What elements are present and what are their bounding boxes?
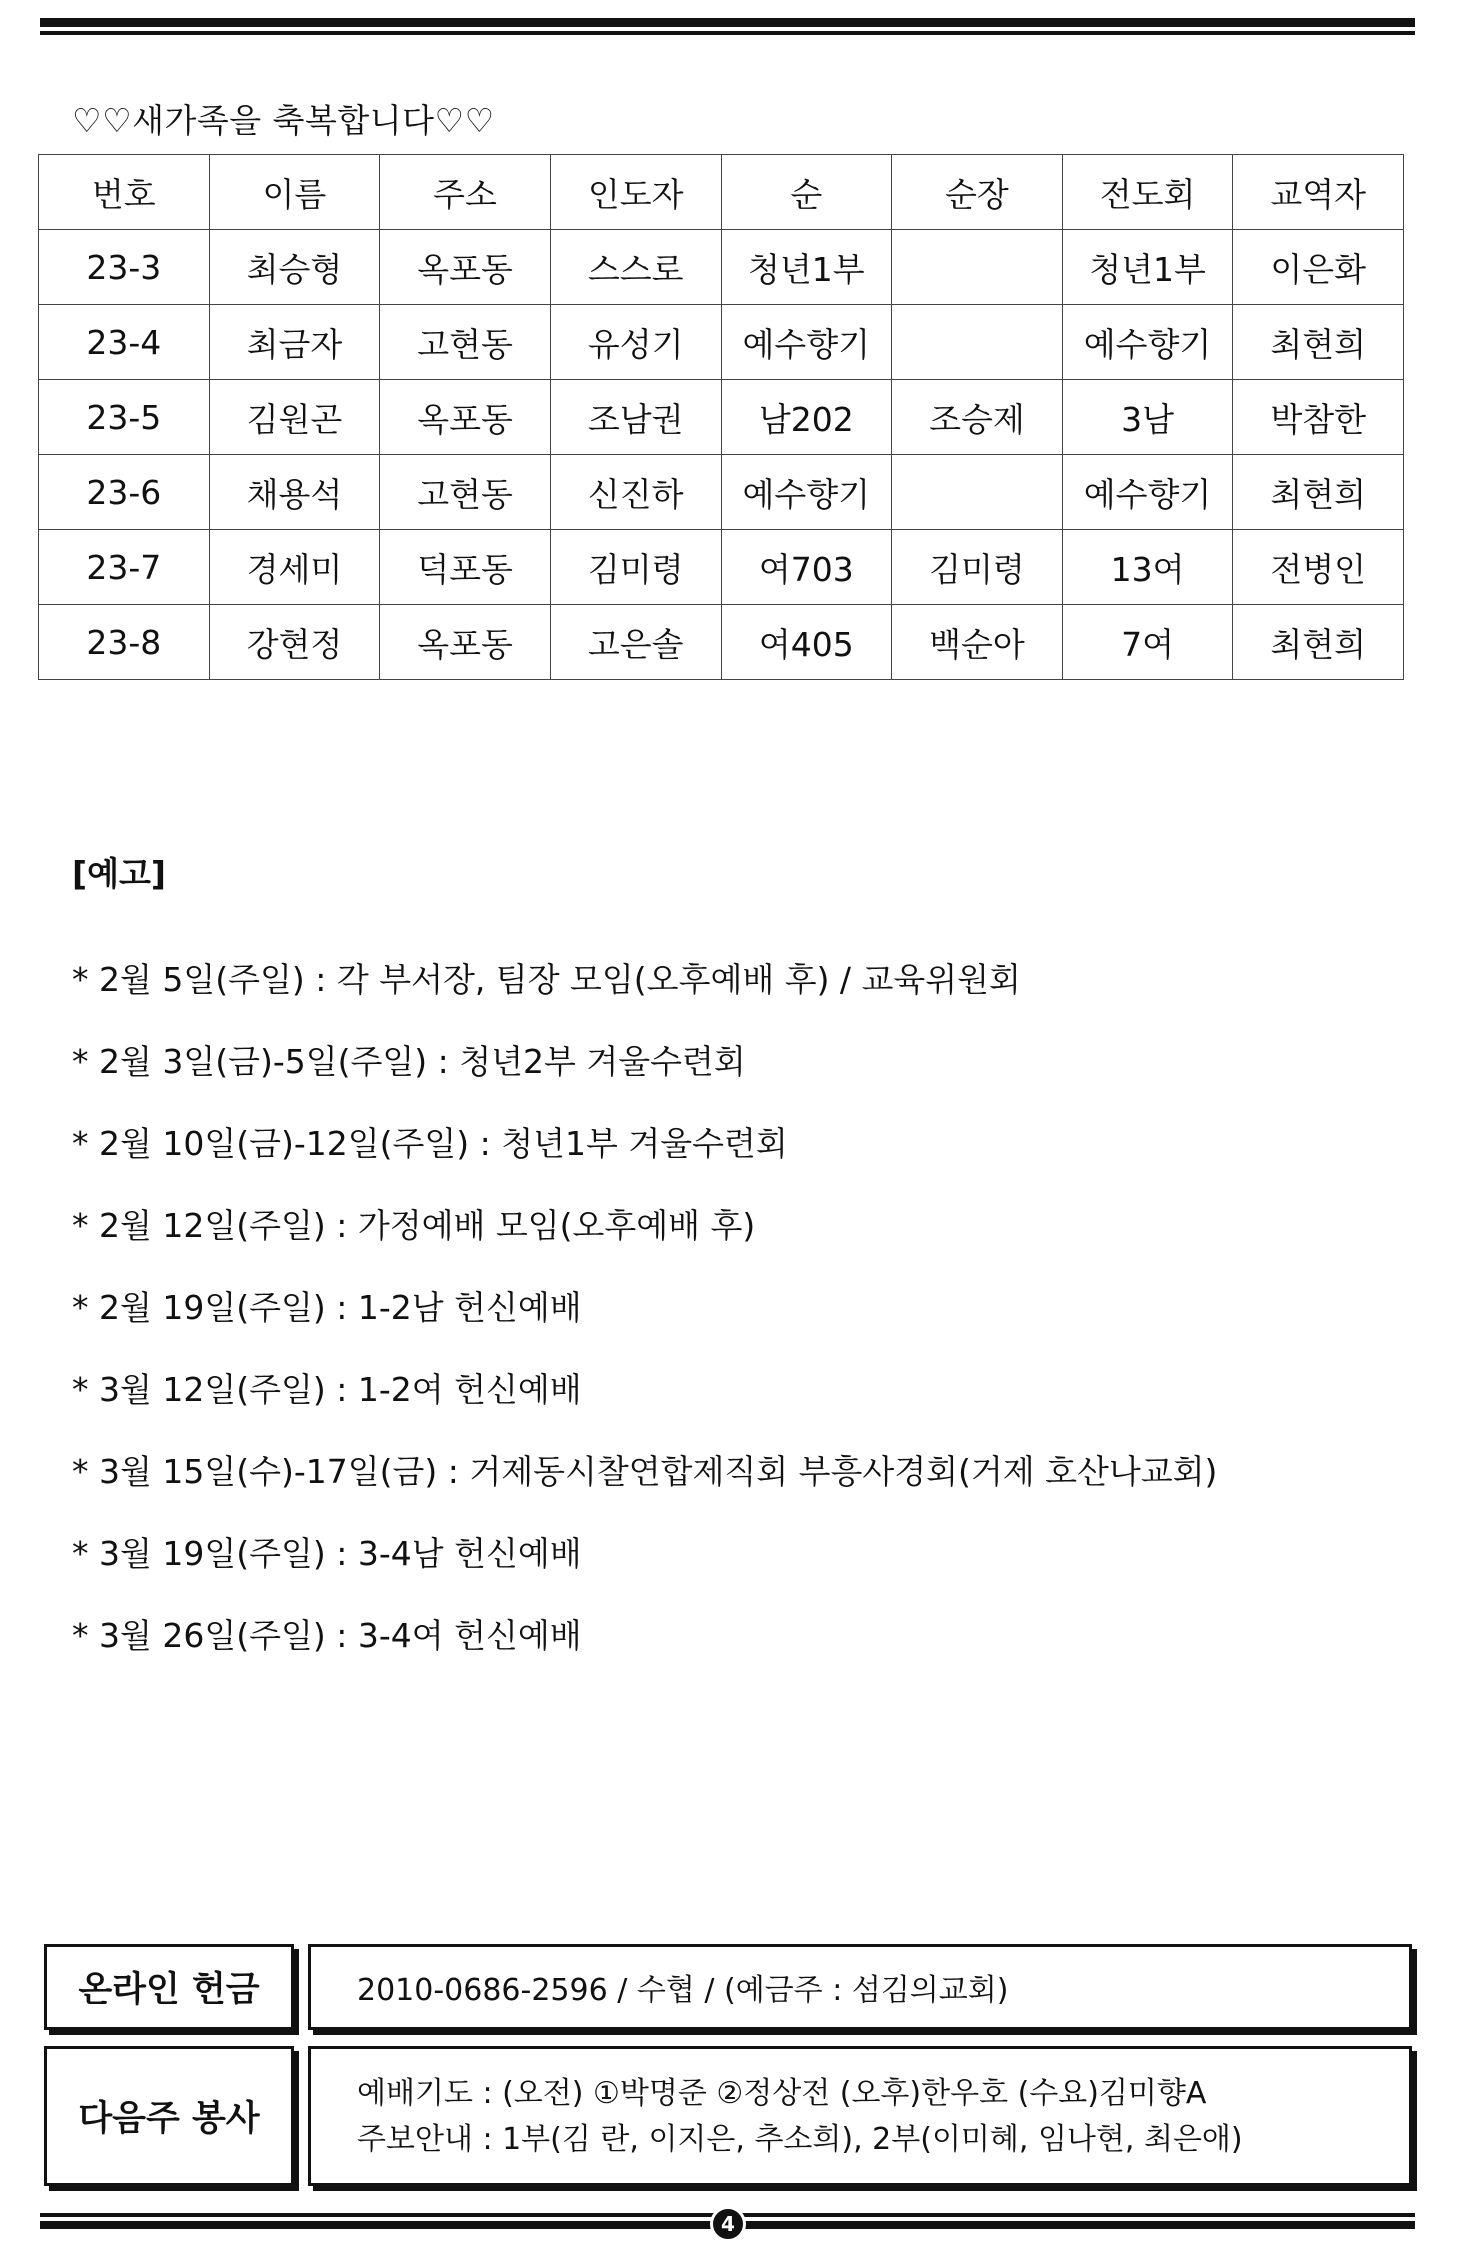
table-cell: 조승제 <box>892 380 1063 455</box>
table-cell: 최금자 <box>209 305 380 380</box>
notice-item: * 3월 15일(수)-17일(금) : 거제동시찰연합제직회 부흥사경회(거제 호산나교회) <box>72 1452 1218 1491</box>
table-cell: 23-7 <box>39 530 210 605</box>
table-cell: 경세미 <box>209 530 380 605</box>
column-header: 전도회 <box>1062 155 1233 230</box>
table-cell: 3남 <box>1062 380 1233 455</box>
table-cell: 김미령 <box>550 530 721 605</box>
table-cell: 23-6 <box>39 455 210 530</box>
table-cell: 최현희 <box>1233 605 1404 680</box>
column-header: 교역자 <box>1233 155 1404 230</box>
table-cell: 예수향기 <box>1062 455 1233 530</box>
table-cell: 박참한 <box>1233 380 1404 455</box>
table-cell: 김원곤 <box>209 380 380 455</box>
table-cell: 스스로 <box>550 230 721 305</box>
table-cell: 유성기 <box>550 305 721 380</box>
column-header: 번호 <box>39 155 210 230</box>
notice-title: [예고] <box>72 854 166 893</box>
table-row <box>39 455 1404 530</box>
table-cell: 최승형 <box>209 230 380 305</box>
new-family-table <box>38 154 1404 680</box>
table-cell: 백순아 <box>892 605 1063 680</box>
online-offering-account: 2010-0686-2596 / 수협 / (예금주 : 섬김의교회) <box>308 1944 1412 2030</box>
notice-item: * 2월 10일(금)-12일(주일) : 청년1부 겨울수련회 <box>72 1124 788 1163</box>
table-cell: 청년1부 <box>1062 230 1233 305</box>
table-cell: 조남권 <box>550 380 721 455</box>
table-row <box>39 605 1404 680</box>
table-row <box>39 305 1404 380</box>
next-week-service-label: 다음주 봉사 <box>44 2046 294 2186</box>
notice-item: * 2월 12일(주일) : 가정예배 모임(오후예배 후) <box>72 1206 756 1245</box>
table-row <box>39 230 1404 305</box>
prayer-assignment: 예배기도 : (오전) ①박명준 ②정상전 (오후)한우호 (수요)김미향A <box>357 2076 1207 2111</box>
table-cell: 7여 <box>1062 605 1233 680</box>
table-cell: 고은솔 <box>550 605 721 680</box>
table-header-row <box>39 155 1404 230</box>
next-week-service-details <box>308 2046 1412 2186</box>
table-cell <box>892 455 1063 530</box>
top-rule-thin <box>40 31 1415 35</box>
table-cell: 여405 <box>721 605 892 680</box>
notice-item: * 2월 5일(주일) : 각 부서장, 팀장 모임(오후예배 후) / 교육위원회 <box>72 960 1021 999</box>
table-cell: 23-8 <box>39 605 210 680</box>
table-cell: 23-3 <box>39 230 210 305</box>
table-cell: 13여 <box>1062 530 1233 605</box>
table-cell: 예수향기 <box>721 455 892 530</box>
table-cell: 청년1부 <box>721 230 892 305</box>
table-cell <box>892 230 1063 305</box>
new-family-headline: ♡♡새가족을 축복합니다♡♡ <box>72 101 495 140</box>
table-cell <box>892 305 1063 380</box>
top-rule <box>40 18 1415 27</box>
table-cell: 이은화 <box>1233 230 1404 305</box>
table-row <box>39 380 1404 455</box>
table-cell: 채용석 <box>209 455 380 530</box>
table-cell: 옥포동 <box>380 230 551 305</box>
usher-assignment: 주보안내 : 1부(김 란, 이지은, 추소희), 2부(이미혜, 임나현, 최은애) <box>357 2122 1243 2157</box>
column-header: 이름 <box>209 155 380 230</box>
notice-item: * 2월 19일(주일) : 1-2남 헌신예배 <box>72 1288 582 1327</box>
table-cell: 고현동 <box>380 305 551 380</box>
table-cell: 옥포동 <box>380 380 551 455</box>
table-cell: 최현희 <box>1233 305 1404 380</box>
column-header: 순 <box>721 155 892 230</box>
table-cell: 김미령 <box>892 530 1063 605</box>
online-offering-label: 온라인 헌금 <box>44 1944 294 2030</box>
table-cell: 덕포동 <box>380 530 551 605</box>
table-cell: 여703 <box>721 530 892 605</box>
table-cell: 신진하 <box>550 455 721 530</box>
table-cell: 23-5 <box>39 380 210 455</box>
table-cell: 고현동 <box>380 455 551 530</box>
column-header: 순장 <box>892 155 1063 230</box>
column-header: 인도자 <box>550 155 721 230</box>
notice-item: * 2월 3일(금)-5일(주일) : 청년2부 겨울수련회 <box>72 1042 746 1081</box>
column-header: 주소 <box>380 155 551 230</box>
table-cell: 옥포동 <box>380 605 551 680</box>
table-cell: 예수향기 <box>1062 305 1233 380</box>
notice-item: * 3월 12일(주일) : 1-2여 헌신예배 <box>72 1370 582 1409</box>
notice-item: * 3월 19일(주일) : 3-4남 헌신예배 <box>72 1534 582 1573</box>
table-cell: 최현희 <box>1233 455 1404 530</box>
table-cell: 23-4 <box>39 305 210 380</box>
table-row <box>39 530 1404 605</box>
table-cell: 강현정 <box>209 605 380 680</box>
table-cell: 예수향기 <box>721 305 892 380</box>
table-cell: 남202 <box>721 380 892 455</box>
table-cell: 전병인 <box>1233 530 1404 605</box>
notice-list <box>72 960 1217 1698</box>
page-number: 4 <box>710 2206 746 2242</box>
notice-item: * 3월 26일(주일) : 3-4여 헌신예배 <box>72 1616 582 1655</box>
